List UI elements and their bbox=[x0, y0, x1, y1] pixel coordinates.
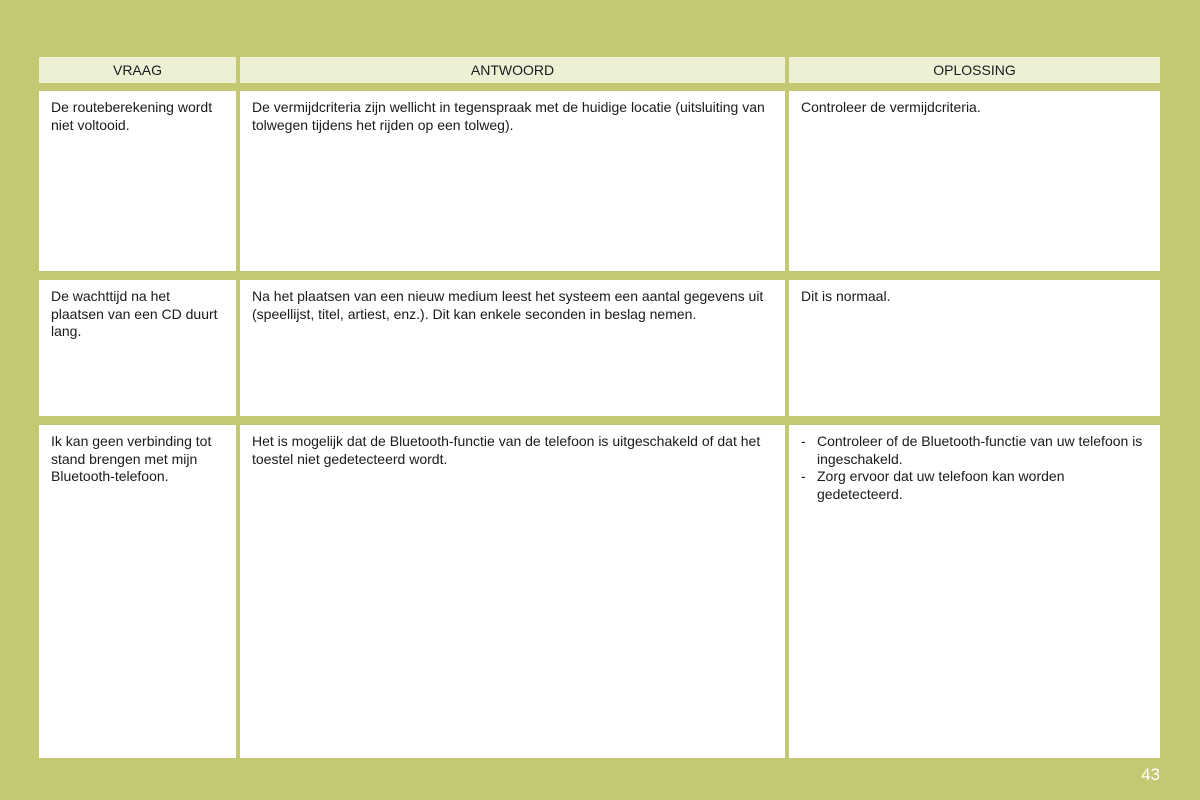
header-antwoord: ANTWOORD bbox=[240, 57, 785, 83]
oplossing-bullet-item bbox=[801, 468, 1148, 503]
bullet-dash: - bbox=[801, 433, 806, 449]
row2-oplossing: Dit is normaal. bbox=[789, 280, 1160, 416]
bullet-text: Controleer of de Bluetooth-functie van uw telefoon is ingeschakeld. bbox=[817, 433, 1143, 467]
header-vraag: VRAAG bbox=[39, 57, 236, 83]
row2-antwoord: Na het plaatsen van een nieuw medium leest het systeem een aantal gegevens uit (speellijst, titel, artiest, enz.). Dit kan enkele seconden in beslag nemen. bbox=[240, 280, 785, 416]
oplossing-bullet-item bbox=[801, 433, 1148, 468]
bullet-text: Zorg ervoor dat uw telefoon kan worden gedetecteerd. bbox=[817, 468, 1065, 502]
row1-oplossing: Controleer de vermijdcriteria. bbox=[789, 91, 1160, 271]
header-oplossing: OPLOSSING bbox=[789, 57, 1160, 83]
page-number: 43 bbox=[1141, 765, 1160, 784]
row3-oplossing bbox=[789, 425, 1160, 758]
row1-vraag: De routeberekening wordt niet voltooid. bbox=[39, 91, 236, 271]
row1-antwoord: De vermijdcriteria zijn wellicht in tegenspraak met de huidige locatie (uitsluiting van tolwegen tijdens het rijden op een tolweg). bbox=[240, 91, 785, 271]
bullet-dash: - bbox=[801, 468, 806, 484]
row2-vraag: De wachttijd na het plaatsen van een CD duurt lang. bbox=[39, 280, 236, 416]
row3-antwoord: Het is mogelijk dat de Bluetooth-functie van de telefoon is uitgeschakeld of dat het toestel niet gedetecteerd wordt. bbox=[240, 425, 785, 758]
oplossing-bullet-list bbox=[801, 433, 1148, 503]
row3-vraag: Ik kan geen verbinding tot stand brengen met mijn Bluetooth-telefoon. bbox=[39, 425, 236, 758]
